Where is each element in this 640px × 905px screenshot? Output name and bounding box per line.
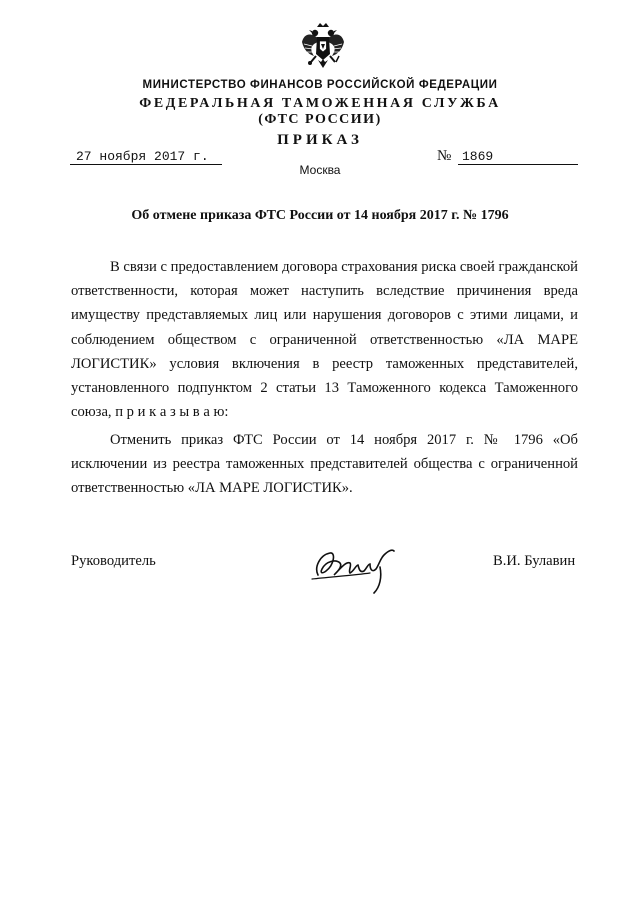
city: Москва xyxy=(299,163,341,177)
ministry-name: МИНИСТЕРСТВО ФИНАНСОВ РОССИЙСКОЙ ФЕДЕРАЦИИ xyxy=(142,79,498,91)
paragraph-1: В связи с предоставлением договора страхования риска своей гражданской ответственности, которая может наступить вследствие причинения вреда имуществу представляемых лиц или нарушения договоров с этими лицами, и соблюдением обществом с ограниченной ответственностью «ЛА МАРЕ ЛОГИСТИК» условия включения в реестр таможенных представителей, установленного подпунктом 2 статьи 13 Таможенного кодекса Таможенного союза, п р и к а з ы в а ю: xyxy=(71,259,578,421)
document-type: ПРИКАЗ xyxy=(277,132,363,148)
signer-name: В.И. Булавин xyxy=(493,553,576,569)
order-number: 1869 xyxy=(462,149,494,164)
service-abbreviation: (ФТС РОССИИ) xyxy=(258,112,382,127)
order-title: Об отмене приказа ФТС России от 14 ноября 2017 г. № 1796 xyxy=(131,208,509,223)
service-name: ФЕДЕРАЛЬНАЯ ТАМОЖЕННАЯ СЛУЖБА xyxy=(139,96,501,111)
paragraph-2: Отменить приказ ФТС России от 14 ноября 2017 г. № 1796 «Об исключении из реестра таможенных представителей общества с ограниченной ответственностью «ЛА МАРЕ ЛОГИСТИК». xyxy=(71,432,578,497)
signer-position: Руководитель xyxy=(71,553,156,569)
coat-of-arms-icon xyxy=(300,20,346,76)
number-sign: № xyxy=(437,148,452,164)
order-date: 27 ноября 2017 г. xyxy=(76,149,209,164)
handwritten-signature xyxy=(310,537,406,597)
